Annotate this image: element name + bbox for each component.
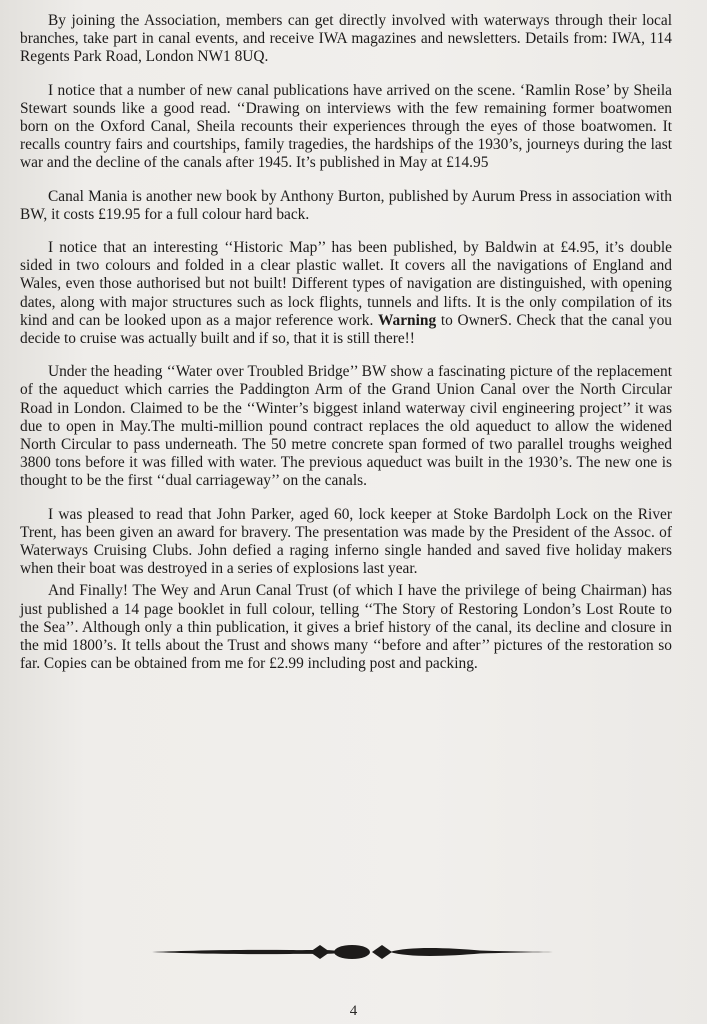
page-number: 4	[349, 1003, 358, 1019]
ornament-divider	[150, 940, 555, 964]
paragraph-canal-mania: Canal Mania is another new book by Anthony Burton, published by Aurum Press in association with BW, it costs £19.95 for a full colour hard back.	[20, 187, 672, 223]
paragraph-ramlin-rose: I notice that a number of new canal publications have arrived on the scene. ‘Ramlin Rose’ by Sheila Stewart sounds like a good read. ‘‘Drawing on interviews with the few remaining former boatwomen born on the Oxford Canal, Sheila recounts their experiences through the eyes of those boatwomen. It recalls country fairs and courtships, family tragedies, the hardships of the 1930’s, journeys during the last war and the decline of the canals after 1945. It’s published in May at £14.95	[20, 81, 672, 172]
article-body	[20, 12, 672, 674]
warning-bold-word: Warning	[377, 311, 437, 329]
paragraph-and-finally: And Finally! The Wey and Arun Canal Trust (of which I have the privilege of being Chairman) has just published a 14 page booklet in full colour, telling ‘‘The Story of Restoring London’s Lost Route to the Sea’’. Although only a thin publication, it gives a brief history of the canal, its decline and closure in the mid 1800’s. It tells about the Trust and shows many ‘‘before and after’’ pictures of the restoration so far. Copies can be obtained from me for £2.99 including post and packing.	[20, 582, 672, 673]
paragraph-troubled-bridge: Under the heading ‘‘Water over Troubled Bridge’’ BW show a fascinating picture of the replacement of the aqueduct which carries the Paddington Arm of the Grand Union Canal over the North Circular Road in London. Claimed to be the ‘‘Winter’s biggest inland waterway civil engineering project’’ it was due to open in May.The multi-million pound contract replaces the old aqueduct to allow the widened North Circular to pass underneath. The 50 metre concrete span formed of two parallel troughs weighed 3800 tons before it was filled with water. The previous aqueduct was built in the 1930’s. The new one is thought to be the first ‘‘dual carriageway’’ on the canals.	[20, 363, 672, 490]
historic-map-text-start: I notice that an interesting ‘‘Historic Map’’ has been published, by Baldwin at £4.95, it’s double sided in two colours and folded in a clear plastic wallet. It covers all the navigations of England and Wales, even those authorised but not built! Different types of navigation are distinguished, with opening dates, along with major structures such as lock flights, tunnels and lifts. It is the only compilation of its kind and can be looked upon as a major reference work.	[20, 239, 672, 329]
historic-map-text-end: to OwnerS. Check that the canal you decide to cruise was actually built and if so, that it is still there!!	[20, 311, 672, 348]
paragraph-john-parker: I was pleased to read that John Parker, aged 60, lock keeper at Stoke Bardolph Lock on the River Trent, has been given an award for bravery. The presentation was made by the President of the Assoc. of Waterways Cruising Clubs. John defied a raging inferno single handed and saved five holiday makers when their boat was destroyed in a series of explosions last year.	[20, 505, 672, 578]
paragraph-historic-map	[20, 239, 672, 348]
paragraph-iwa-membership: By joining the Association, members can get directly involved with waterways through their local branches, take part in canal events, and receive IWA magazines and newsletters. Details from: IWA, 114 Regents Park Road, London NW1 8UQ.	[20, 12, 672, 66]
